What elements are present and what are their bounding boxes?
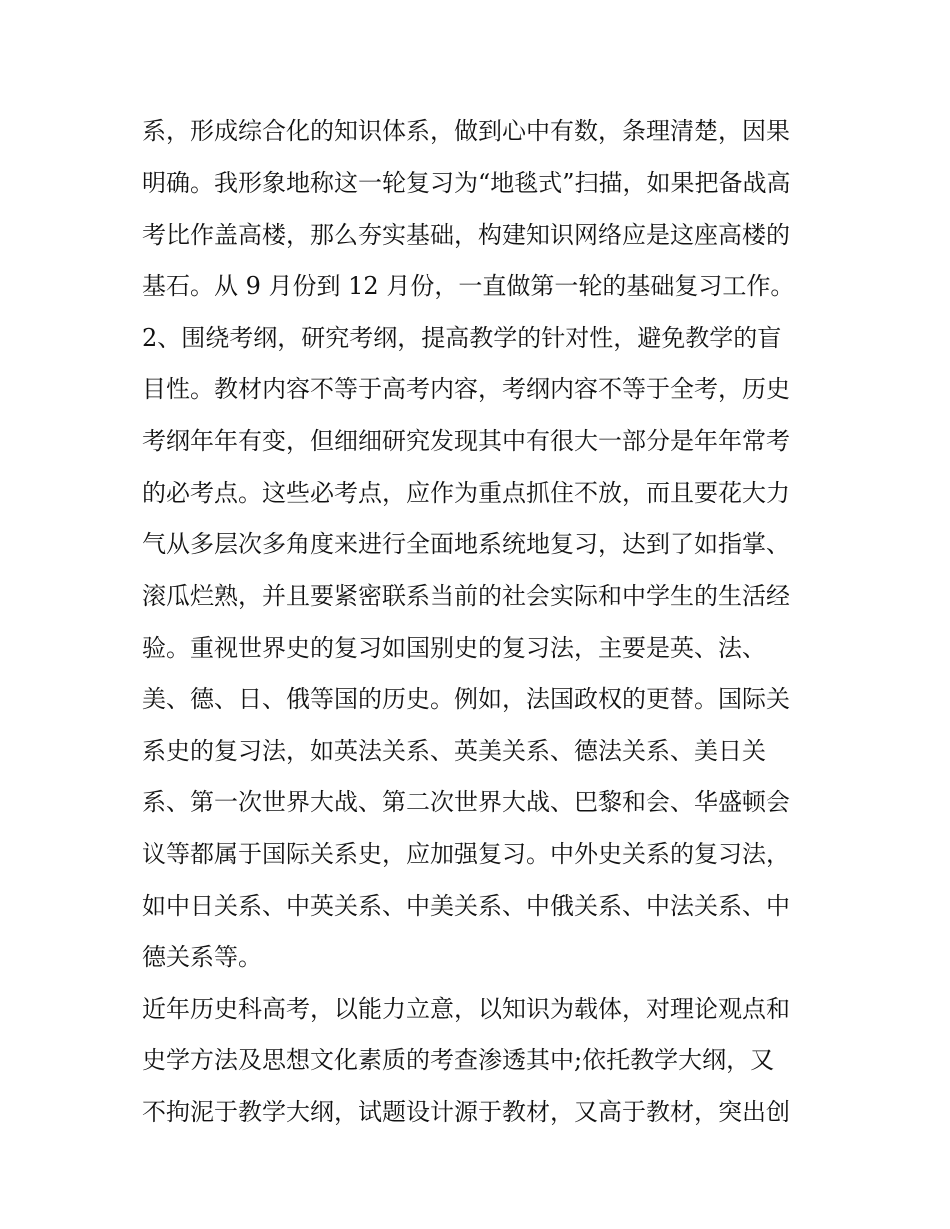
text-line: 德关系等。	[142, 943, 262, 971]
text-line: 不拘泥于教学大纲，试题设计源于教材，又高于教材，突出创	[142, 1098, 790, 1126]
text-line: 史学方法及思想文化素质的考查渗透其中;依托教学大纲，又	[142, 1046, 775, 1074]
text-line: 考纲年年有变，但细细研究发现其中有很大一部分是年年常考	[142, 427, 790, 455]
text-line: 系史的复习法，如英法关系、英美关系、德法关系、美日关	[142, 737, 766, 765]
text-line: 考比作盖高楼，那么夯实基础，构建知识网络应是这座高楼的	[142, 221, 790, 249]
text-line: 美、德、日、俄等国的历史。例如，法国政权的更替。国际关	[142, 685, 790, 713]
text-line: 目性。教材内容不等于高考内容，考纲内容不等于全考，历史	[142, 375, 790, 403]
text-line: 的必考点。这些必考点，应作为重点抓住不放，而且要花大力	[142, 479, 790, 507]
text-line: 近年历史科高考，以能力立意，以知识为载体，对理论观点和	[142, 995, 790, 1023]
text-line: 系，形成综合化的知识体系，做到心中有数，条理清楚，因果	[142, 117, 790, 145]
text-line: 议等都属于国际关系史，应加强复习。中外史关系的复习法，	[142, 840, 790, 868]
text-line: 滚瓜烂熟，并且要紧密联系当前的社会实际和中学生的生活经	[142, 582, 790, 610]
text-line: 验。重视世界史的复习如国别史的复习法，主要是英、法、	[142, 634, 766, 662]
text-line: 系、第一次世界大战、第二次世界大战、巴黎和会、华盛顿会	[142, 788, 790, 816]
text-line: 如中日关系、中英关系、中美关系、中俄关系、中法关系、中	[142, 892, 790, 920]
text-line: 2、围绕考纲，研究考纲，提高教学的针对性，避免教学的盲	[142, 324, 782, 352]
text-line: 基石。从 9 月份到 12 月份，一直做第一轮的基础复习工作。	[142, 272, 795, 300]
text-line: 气从多层次多角度来进行全面地系统地复习，达到了如指掌、	[142, 530, 790, 558]
text-line: 明确。我形象地称这一轮复习为“地毯式”扫描，如果把备战高	[142, 169, 791, 197]
